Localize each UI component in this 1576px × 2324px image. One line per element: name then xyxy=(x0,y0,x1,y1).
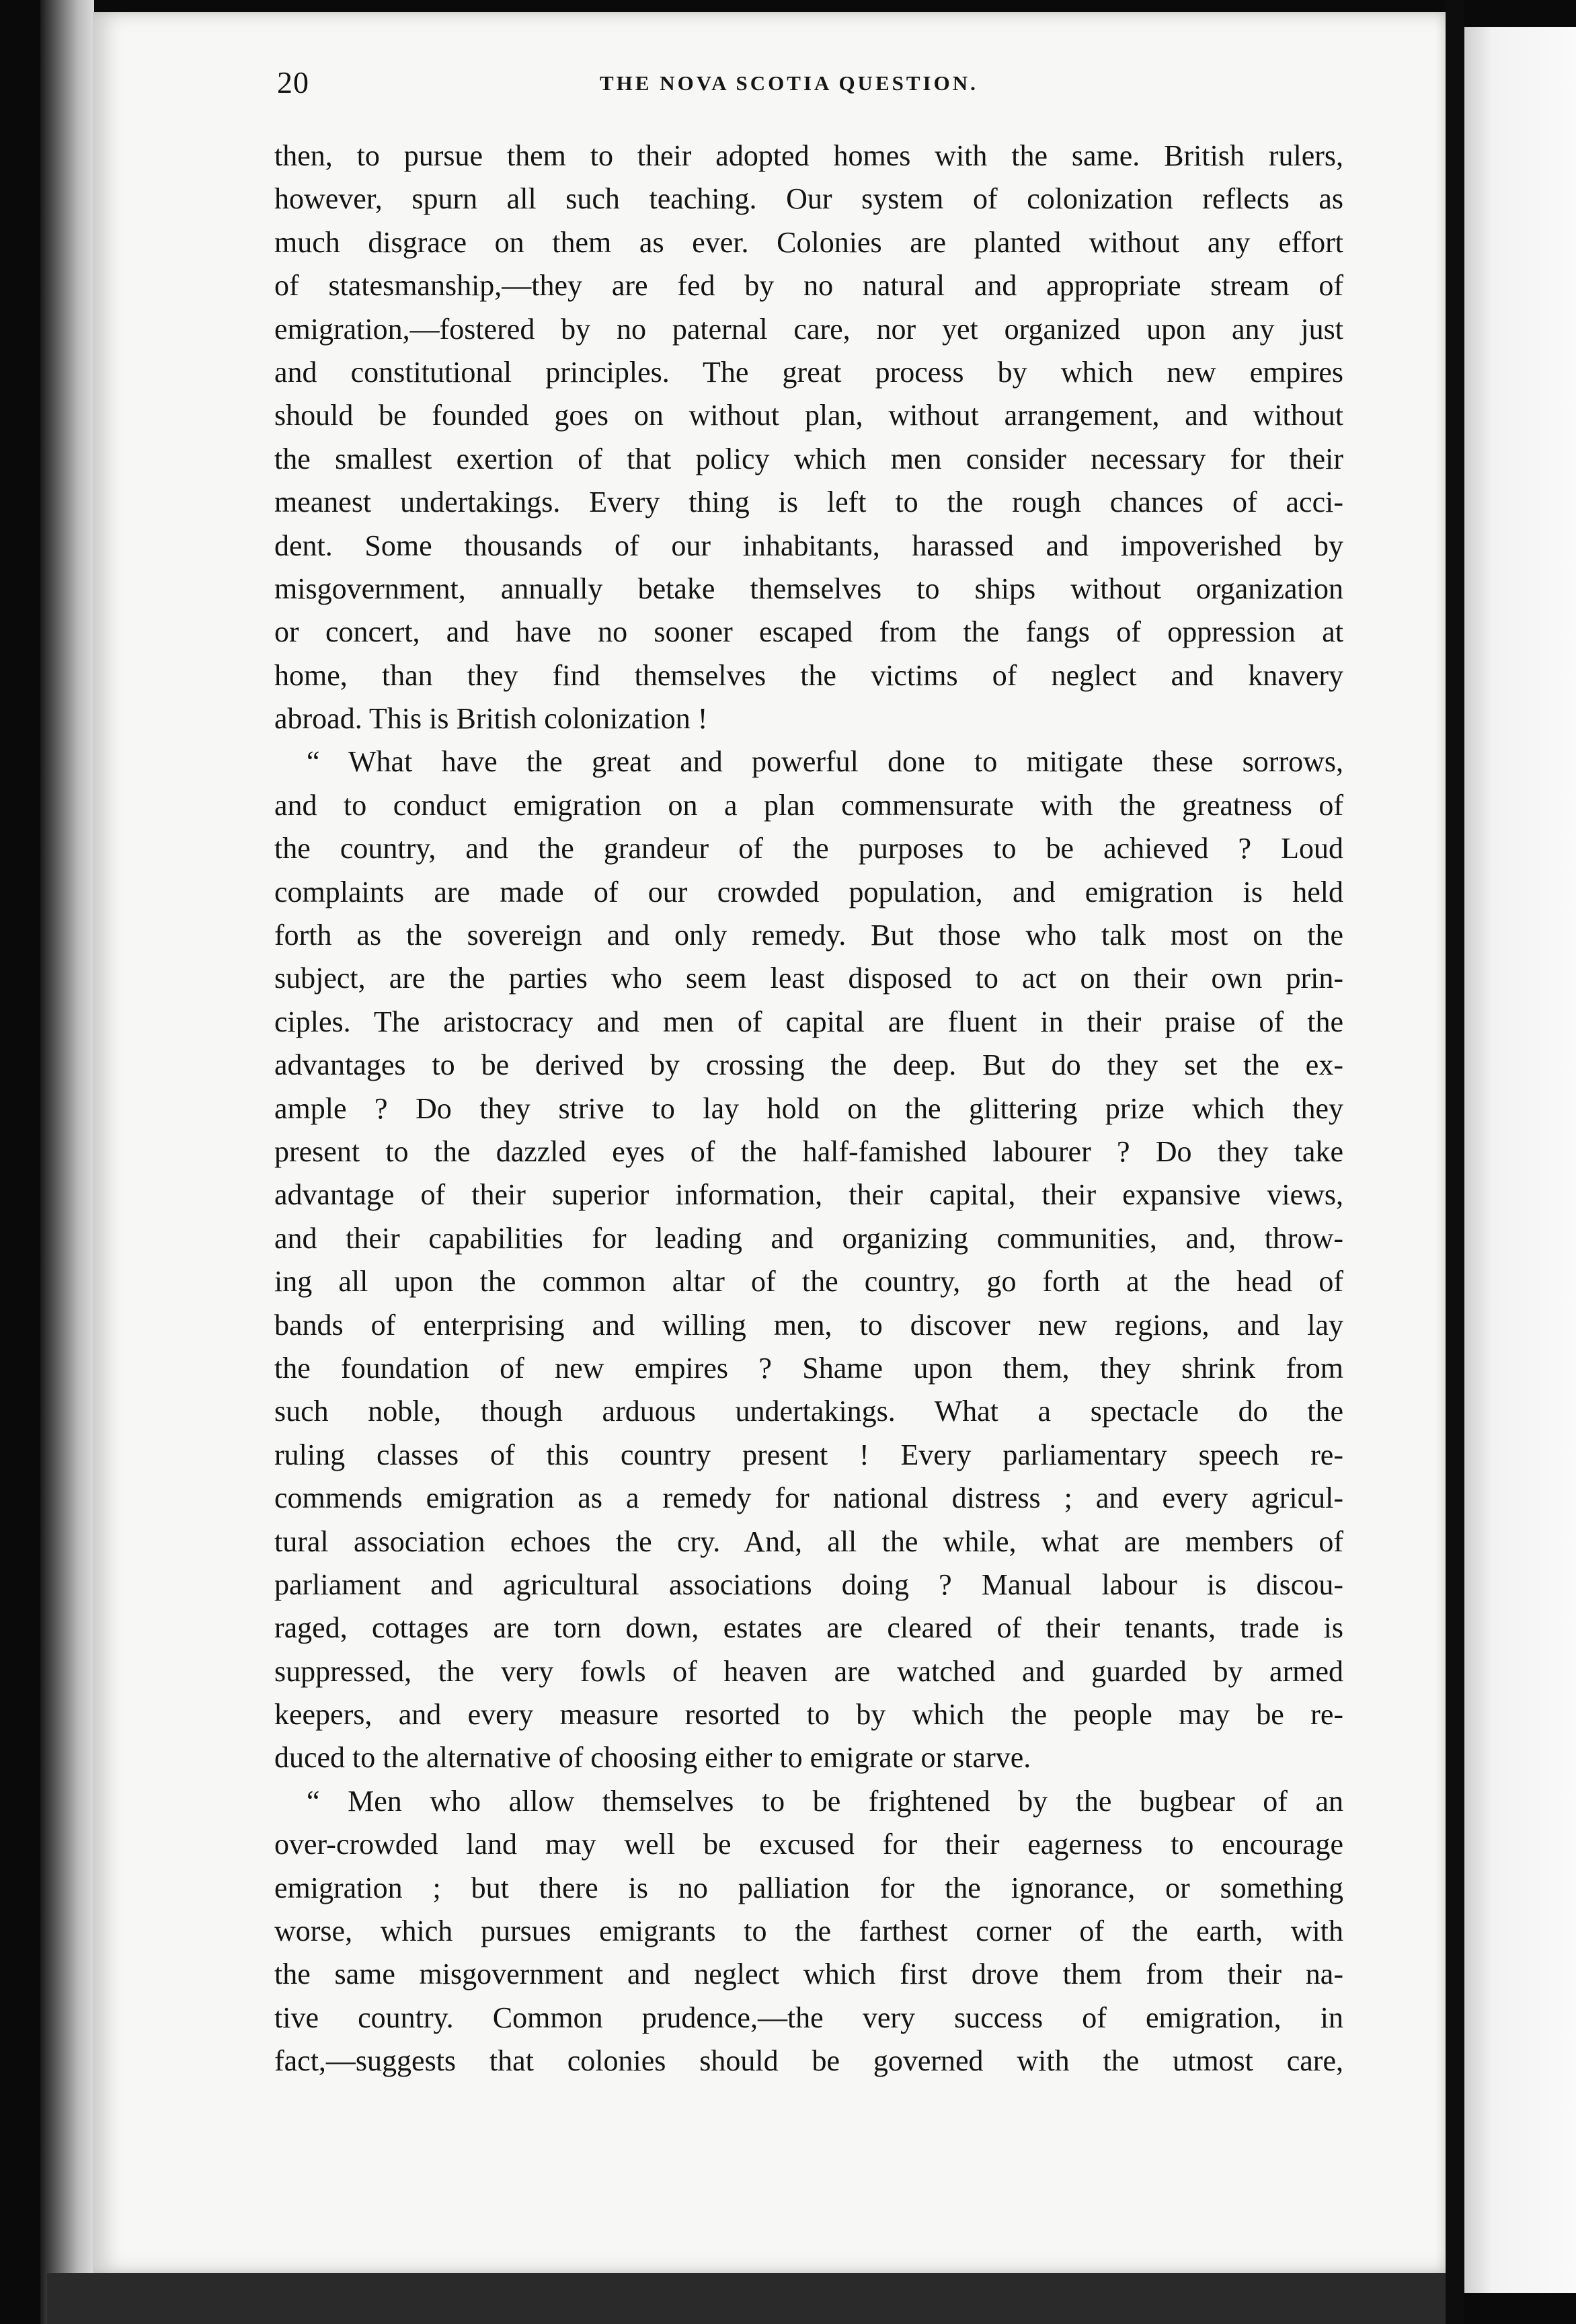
text-line: over-crowded land may well be excused for their eagerness to encourage xyxy=(274,1828,1343,1861)
text-line: ruling classes of this country present ! Every parliamentary speech re- xyxy=(274,1438,1343,1471)
text-line: “ What have the great and powerful done to mitigate these sorrows, xyxy=(307,745,1343,779)
text-line: and to conduct emigration on a plan commensurate with the greatness of xyxy=(274,788,1343,822)
text-line: emigration,—fostered by no paternal care, nor yet organized upon any just xyxy=(274,312,1343,346)
text-line: fact,—suggests that colonies should be governed with the utmost care, xyxy=(274,2044,1343,2078)
text-line: of statesmanship,—they are fed by no natural and appropriate stream of xyxy=(274,269,1343,303)
text-line: worse, which pursues emigrants to the farthest corner of the earth, with xyxy=(274,1914,1343,1948)
text-line: abroad. This is British colonization ! xyxy=(274,702,708,736)
text-line: meanest undertakings. Every thing is left to the rough chances of acci- xyxy=(274,486,1343,519)
text-line: complaints are made of our crowded population, and emigration is held xyxy=(274,875,1343,908)
running-title: THE NOVA SCOTIA QUESTION. xyxy=(600,71,978,95)
text-line: and their capabilities for leading and organizing communities, and, throw- xyxy=(274,1221,1343,1255)
text-line: advantages to be derived by crossing the deep. But do they set the ex- xyxy=(274,1048,1343,1082)
text-line: advantage of their superior information, their capital, their expansive views, xyxy=(274,1178,1343,1212)
text-line: dent. Some thousands of our inhabitants, harassed and impoverished by xyxy=(274,529,1343,562)
text-line: misgovernment, annually betake themselves to ships without organization xyxy=(274,572,1343,605)
page-number: 20 xyxy=(277,65,309,100)
text-line: ample ? Do they strive to lay hold on the glittering prize which they xyxy=(274,1091,1343,1125)
text-line: ciples. The aristocracy and men of capital are fluent in their praise of the xyxy=(274,1005,1343,1038)
text-line: such noble, though arduous undertakings. What a spectacle do the xyxy=(274,1395,1343,1428)
text-line: however, spurn all such teaching. Our system of colonization reflects as xyxy=(274,182,1343,216)
text-line: or concert, and have no sooner escaped from the fangs of oppression at xyxy=(274,615,1343,649)
adjacent-page-edge xyxy=(1464,27,1576,2293)
text-line: forth as the sovereign and only remedy. But those who talk most on the xyxy=(274,919,1343,952)
text-line: emigration ; but there is no palliation for the ignorance, or something xyxy=(274,1871,1343,1904)
text-line: tural association echoes the cry. And, all the while, what are members of xyxy=(274,1524,1343,1558)
scan-bottom-edge xyxy=(47,2273,1452,2324)
text-line: the foundation of new empires ? Shame upon them, they shrink from xyxy=(274,1351,1343,1385)
text-line: then, to pursue them to their adopted homes with the same. British rulers, xyxy=(274,139,1343,172)
text-line: “ Men who allow themselves to be frightened by the bugbear of an xyxy=(307,1784,1343,1818)
text-line: present to the dazzled eyes of the half-famished labourer ? Do they take xyxy=(274,1134,1343,1168)
body-text xyxy=(274,134,1343,2083)
text-line: subject, are the parties who seem least disposed to act on their own prin- xyxy=(274,962,1343,995)
text-line: much disgrace on them as ever. Colonies are planted without any effort xyxy=(274,225,1343,259)
text-line: and constitutional principles. The great process by which new empires xyxy=(274,355,1343,389)
text-line: ing all upon the common altar of the country, go forth at the head of xyxy=(274,1265,1343,1299)
text-line: the same misgovernment and neglect which first drove them from their na- xyxy=(274,1958,1343,1991)
text-line: suppressed, the very fowls of heaven are watched and guarded by armed xyxy=(274,1654,1343,1688)
text-line: the smallest exertion of that policy which men consider necessary for their xyxy=(274,442,1343,475)
text-line: bands of enterprising and willing men, to discover new regions, and lay xyxy=(274,1308,1343,1342)
text-line: the country, and the grandeur of the purposes to be achieved ? Loud xyxy=(274,832,1343,865)
text-line: parliament and agricultural associations doing ? Manual labour is discou- xyxy=(274,1567,1343,1601)
book-gutter xyxy=(1446,0,1464,2324)
text-line: raged, cottages are torn down, estates are cleared of their tenants, trade is xyxy=(274,1611,1343,1645)
scan-left-edge xyxy=(40,0,94,2324)
text-line: should be founded goes on without plan, without arrangement, and without xyxy=(274,399,1343,432)
text-line: duced to the alternative of choosing either to emigrate or starve. xyxy=(274,1741,1031,1775)
text-line: home, than they find themselves the victims of neglect and knavery xyxy=(274,658,1343,692)
text-line: commends emigration as a remedy for national distress ; and every agricul- xyxy=(274,1481,1343,1515)
text-line: tive country. Common prudence,—the very success of emigration, in xyxy=(274,2001,1343,2034)
text-line: keepers, and every measure resorted to by which the people may be re- xyxy=(274,1698,1343,1732)
running-head xyxy=(277,65,1339,105)
